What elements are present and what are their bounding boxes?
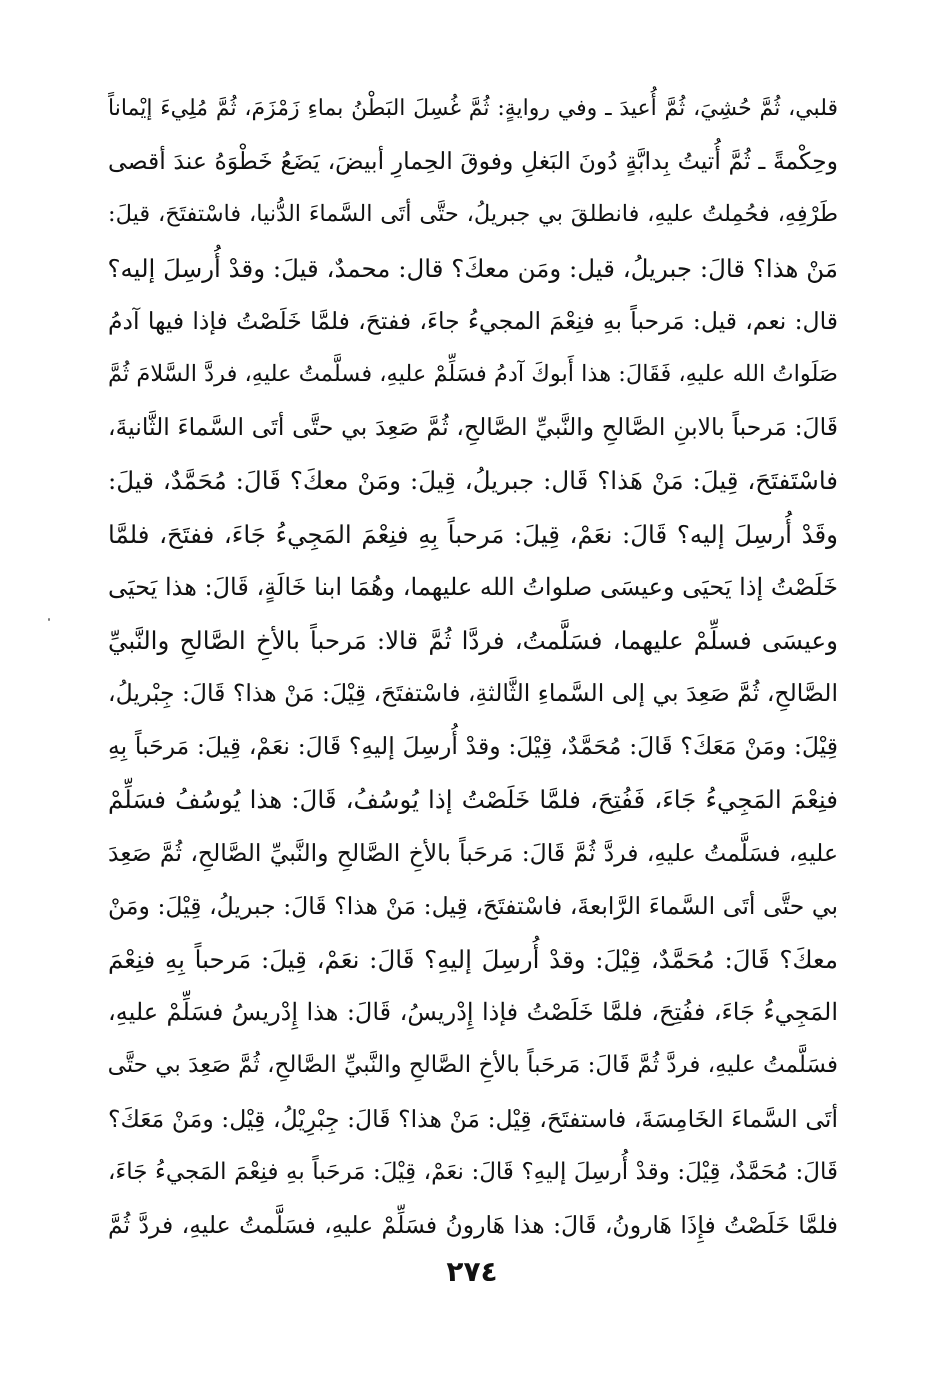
text-line: أتَى السَّماءَ الخَامِسَةَ، فاستفتَحَ، قِيْل: مَنْ هذا؟ قَالَ: جِبْرِيْلُ، قِيْل: ومَنْ مَعَكَ؟ — [108, 1104, 838, 1133]
text-line: وعيسَى فسلِّمْ عليهما، فسَلَّمتُ، فردَّا ثُمَّ قالا: مَرحباً بالأخِ الصَّالحِ والنَّبيِّ — [108, 625, 838, 655]
text-line: قَالَ: مُحَمَّدٌ، قِيْلَ: وقدْ أُرسِلَ إليهِ؟ قَالَ: نعَمْ، قِيْلَ: مَرحَباً بهِ فنِعْمَ المَجيءُ جَاءَ، — [108, 1158, 838, 1185]
text-line: فاسْتَفتَحَ، قِيلَ: مَنْ هَذا؟ قَال: جبريلُ، قِيلَ: ومَنْ معكَ؟ قَالَ: مُحَمَّدٌ، قيلَ: — [108, 466, 838, 496]
text-line: المَجِيءُ جَاءَ، ففُتِحَ، فلمَّا خَلَصْتُ فإذا إِدْريسُ، قَالَ: هذا إِدْريسُ فسَلِّمْ عليهِ، — [108, 998, 838, 1027]
text-line: صَلَواتُ الله عليهِ، فَقَالَ: هذا أَبوكَ آدمُ فسَلِّمْ عليهِ، فسلَّمتُ عليهِ، فردَّ السَّلامَ ثُمَّ — [108, 360, 838, 387]
text-line: قِيْلَ: ومَنْ مَعَكَ؟ قَالَ: مُحَمَّدٌ، قِيْلَ: وقدْ أُرسِلَ إليهِ؟ قَالَ: نعَمْ، قِيلَ: مَرحَباً بِهِ — [108, 732, 838, 761]
text-line: قلبي، ثُمَّ حُشِيَ، ثُمَّ أُعيدَ ـ وفي روايةٍ: ثُمَّ غُسِلَ البَطْنُ بماءِ زَمْزَمَ، ثُمَّ مُلِيءَ إيْماناً — [108, 96, 838, 121]
text-line: معكَ؟ قَالَ: مُحَمَّدٌ، قِيْلَ: وقدْ أُرسِلَ إليهِ؟ قَالَ: نعَمْ، قِيلَ: مَرحباً بِهِ فنِعْمَ — [108, 945, 838, 974]
text-line: خَلَصْتُ إذا يَحيَى وعيسَى صلواتُ الله عليهما، وهُمَا ابنا خَالَةٍ، قَالَ: هذا يَحيَى — [108, 572, 838, 601]
text-line: مَنْ هذا؟ قالَ: جبريلُ، قيل: ومَن معكَ؟ قال: محمدٌ، قيلَ: وقدْ أُرسِلَ إليه؟ — [108, 253, 838, 283]
text-line: قال: نعم، قيل: مَرحباً بهِ فنِعْمَ المجيءُ جاءَ، ففتحَ، فلمَّا خَلَصْتُ فإذا فيها آدمُ — [108, 306, 838, 335]
text-line: الصَّالحِ، ثُمَّ صَعِدَ بي إلى السَّماءِ الثَّالثةِ، فاسْتفتَحَ، قِيْلَ: مَنْ هذا؟ قَالَ: جِبْريلُ، — [108, 679, 838, 708]
text-line: فنِعْمَ المَجِيءُ جَاءَ، فَفُتِحَ، فلمَّا خَلَصْتُ إذا يُوسُفُ، قَالَ: هذا يُوسُفُ فسَلِّمْ — [108, 785, 838, 815]
text-line: عليهِ، فسَلَّمتُ عليهِ، فردَّ ثُمَّ قَالَ: مَرحَباً بالأخِ الصَّالحِ والنَّبيِّ الصَّالحِ، ثُمَّ صَعِدَ — [108, 838, 838, 867]
scan-speck — [48, 618, 50, 621]
text-line: وحِكْمةً ـ ثُمَّ أُتيتُ بِدابَّةٍ دُونَ البَغلِ وفوقَ الحِمارِ أبيضَ، يَضَعُ خَطْوَهُ عندَ أقصى — [108, 147, 838, 176]
body-text — [108, 82, 838, 1252]
text-line: فلمَّا خَلَصْتُ فإِذَا هَارونُ، قَالَ: هذا هَارونُ فسَلِّمْ عليهِ، فسَلَّمتُ عليهِ، فردَّ ثُمَّ — [108, 1210, 838, 1239]
text-line: وقَدْ أُرسِلَ إليه؟ قَالَ: نعَمْ، قِيلَ: مَرحباً بِهِ فنِعْمَ المَجِيءُ جَاءَ، ففتَحَ، فلمَّا — [108, 519, 838, 549]
text-line: بي حتَّى أتَى السَّماءَ الرَّابعةَ، فاسْتفتَحَ، قِيل: مَنْ هذا؟ قَالَ: جبريلُ، قِيْلَ: ومَنْ — [108, 891, 838, 920]
text-line: فسَلَّمتُ عليهِ، فردَّ ثُمَّ قَالَ: مَرحَباً بالأخِ الصَّالحِ والنَّبيِّ الصَّالحِ، ثُمَّ صَعِدَ بي حتَّى — [108, 1052, 838, 1079]
text-line: قَالَ: مَرحباً بالابنِ الصَّالحِ والنَّبيِّ الصَّالحِ، ثُمَّ صَعِدَ بي حتَّى أتَى السَّماءَ الثَّانيةَ، — [108, 413, 838, 442]
text-line: طَرْفِهِ، فحُمِلتُ عليهِ، فانطلقَ بي جبريلُ، حتَّى أتَى السَّماءَ الدُّنيا، فاسْتفتَحَ، قيلَ: — [108, 201, 838, 228]
page-number: ٢٧٤ — [446, 1255, 498, 1288]
